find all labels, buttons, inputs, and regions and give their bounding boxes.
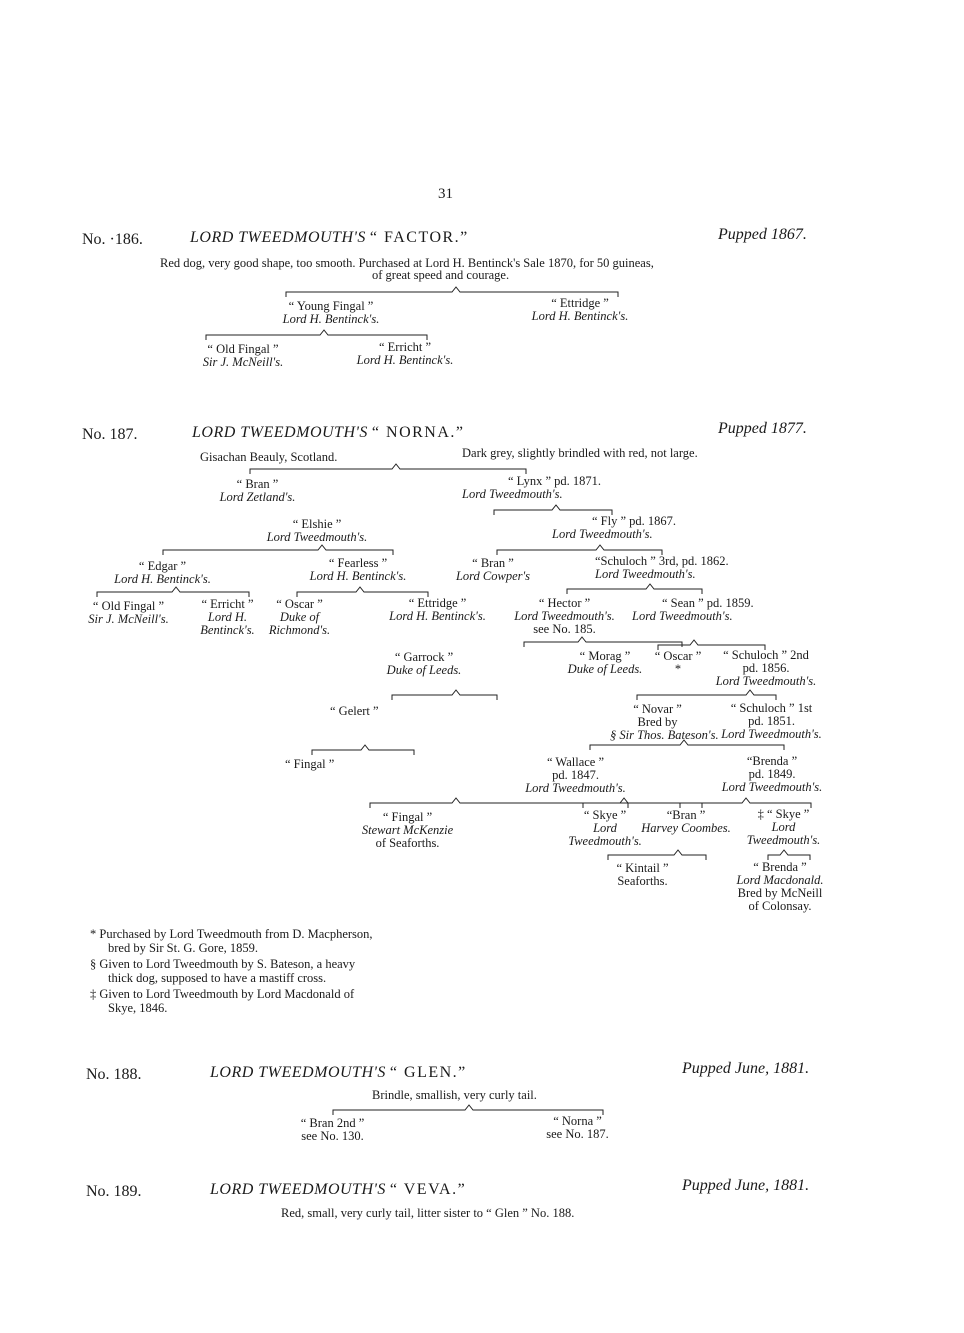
entry-189-title [210,1181,466,1199]
entry-188-description: Brindle, smallish, very curly tail. [372,1088,537,1102]
entry-186-title [190,229,469,247]
pedigree-wallace: “ Wallace ” pd. 1847. Lord Tweedmouth's. [525,755,626,795]
pedigree-brenda-2: “ Brenda ” Lord Macdonald. Bred by McNeill of Colonsay. [736,860,824,913]
entry-187-pupped: Pupped 1877. [718,420,807,437]
entry-189-description: Red, small, very curly tail, litter sister to “ Glen ” No. 188. [281,1206,575,1220]
entry-187-name: “ NORNA.” [371,424,465,441]
entry-188-owner: LORD TWEEDMOUTH'S [210,1064,386,1081]
pedigree-edgar: “ Edgar ” Lord H. Bentinck's. [114,559,211,586]
entry-189-number: No. 189. [86,1183,142,1200]
pedigree-young-fingal: “ Young Fingal ” Lord H. Bentinck's. [282,299,380,326]
bracket-187-fingal [370,798,628,808]
entry-186-pupped: Pupped 1867. [718,226,807,243]
bracket-187-skye2 [768,850,810,860]
bracket-187-schuloch2 [637,690,776,700]
entry-188-name: “ GLEN.” [389,1064,467,1081]
entry-187-number: No. 187. [82,426,138,443]
bracket-187-schuloch3 [567,584,702,594]
footnote-given-bateson: § Given to Lord Tweedmouth by S. Bateson, a heavy thick dog, supposed to have a mastiff cross. [90,957,356,985]
pedigree-schuloch-3rd: “Schuloch ” 3rd, pd. 1862. Lord Tweedmouth's. [595,554,729,581]
pedigree-bran-coombes: “Bran ” Harvey Coombes. [641,808,731,835]
pedigree-erricht-187: “ Erricht ” Lord H. Bentinck's. [200,597,255,637]
entry-186-number: No. ·186. [82,231,143,248]
pedigree-elshie: “ Elshie ” Lord Tweedmouth's. [266,517,368,544]
entry-187-origin: Gisachan Beauly, Scotland. [200,450,338,464]
entry-188-number: No. 188. [86,1066,142,1083]
entry-186-owner: LORD TWEEDMOUTH'S [190,229,366,246]
pedigree-fearless: “ Fearless ” Lord H. Bentinck's. [309,556,407,583]
pedigree-erricht: “ Erricht ” Lord H. Bentinck's. [356,340,454,367]
pedigree-bran-2nd: “ Bran 2nd ” see No. 130. [300,1116,365,1143]
bracket-186-sub [206,330,427,340]
pedigree-oscar-2: “ Oscar ” * [654,649,702,676]
pedigree-lynx: “ Lynx ” pd. 1871. Lord Tweedmouth's. [462,474,602,501]
page-number: 31 [438,186,453,202]
entry-186-description: Red dog, very good shape, too smooth. Purchased at Lord H. Bentinck's Sale 1870, for 50 guineas, [160,256,654,270]
pedigree-skye: “ Skye ” Lord Tweedmouth's. [568,808,642,848]
pedigree-oscar-richmond: “ Oscar ” Duke of Richmond's. [268,597,331,637]
footnote-given-macdonald: ‡ Given to Lord Tweedmouth by Lord Macdonald of Skye, 1846. [90,987,355,1015]
bracket-187-elshie [163,545,393,555]
pedigree-schuloch-2nd: “ Schuloch ” 2nd pd. 1856. Lord Tweedmouth's. [715,648,817,688]
pedigree-sean: “ Sean ” pd. 1859. Lord Tweedmouth's. [632,596,754,623]
entry-186-name: “ FACTOR.” [369,229,469,246]
pedigree-fly: “ Fly ” pd. 1867. Lord Tweedmouth's. [552,514,677,541]
pedigree-morag: “ Morag ” Duke of Leeds. [567,649,643,676]
pedigree-bran-cowper: “ Bran ” Lord Cowper's [455,556,531,583]
pedigree-schuloch-1st: “ Schuloch ” 1st pd. 1851. Lord Tweedmouth's. [721,701,822,741]
bracket-187-wallace [583,798,702,808]
entry-189-pupped: Pupped June, 1881. [682,1177,810,1194]
pedigree-norna: “ Norna ” see No. 187. [546,1114,609,1141]
pedigree-gelert: “ Gelert ” [330,704,379,718]
pedigree-ettridge: “ Ettridge ” Lord H. Bentinck's. [531,296,629,323]
pedigree-fingal: “ Fingal ” [285,757,335,771]
entry-189-name: “ VEVA.” [389,1181,467,1198]
entry-186-description-2: of great speed and courage. [372,268,510,282]
pedigree-bran-zetland: “ Bran ” Lord Zetland's. [219,477,296,504]
bracket-187-hector [524,637,682,647]
bracket-187-gelert [312,745,414,755]
pedigree-old-fingal: “ Old Fingal ” Sir J. McNeill's. [202,342,284,369]
entry-188-pupped: Pupped June, 1881. [682,1060,810,1077]
entry-189-owner: LORD TWEEDMOUTH'S [210,1181,386,1198]
bracket-187-skye [608,850,706,860]
entry-187-title [192,424,465,442]
pedigree-brenda: “Brenda ” pd. 1849. Lord Tweedmouth's. [721,754,823,794]
entry-188-title [210,1064,467,1082]
pedigree-garrock: “ Garrock ” Duke of Leeds. [386,650,462,677]
pedigree-skye-2: ‡ “ Skye ” Lord Tweedmouth's. [746,807,821,847]
bracket-187-edgar [97,587,249,597]
entry-187-owner: LORD TWEEDMOUTH'S [192,424,368,441]
entry-187-description: Dark grey, slightly brindled with red, not large. [462,446,698,460]
pedigree-novar: “ Novar ” Bred by § Sir Thos. Bateson's. [610,702,719,742]
pedigree-hector: “ Hector ” Lord Tweedmouth's. see No. 185. [514,596,615,636]
pedigree-kintail: “ Kintail ” Seaforths. [616,861,669,888]
bracket-187-garrock [392,690,497,700]
pedigree-fingal-seaforths: “ Fingal ” Stewart McKenzie of Seaforths. [361,810,454,850]
pedigree-ettridge-187: “ Ettridge ” Lord H. Bentinck's. [389,596,486,623]
bracket-187-top [250,464,526,474]
pedigree-old-fingal-187: “ Old Fingal ” Sir J. McNeill's. [88,599,169,626]
footnote-purchased: * Purchased by Lord Tweedmouth from D. Macpherson, bred by Sir St. G. Gore, 1859. [90,927,373,955]
